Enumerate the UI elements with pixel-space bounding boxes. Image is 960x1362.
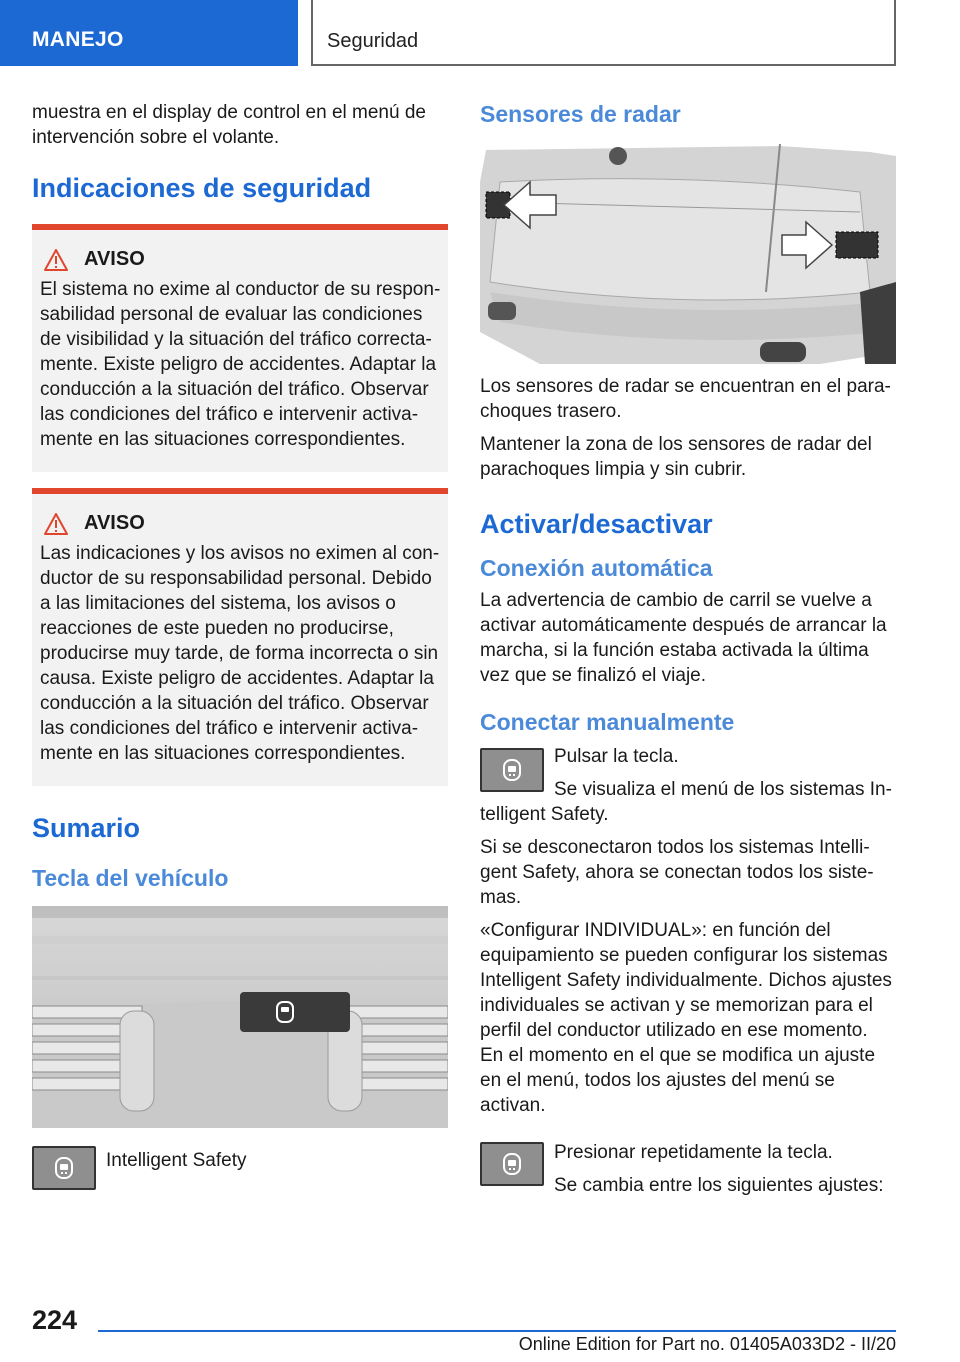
warning-label: AVISO (84, 512, 145, 534)
section-label: MANEJO (32, 28, 124, 51)
warning-triangle-icon (44, 513, 68, 535)
page-header (0, 0, 960, 66)
auto-heading: Conexión automática (480, 555, 713, 581)
page-footer (0, 1300, 960, 1362)
manual-heading: Conectar manualmente (480, 709, 735, 735)
radar-paragraph: Mantener la zona de los sensores de radar del parachoques limpia y sin cubrir. (480, 434, 872, 480)
page-number: 224 (32, 1305, 78, 1335)
summary-heading: Sumario (32, 813, 141, 843)
manual-step-block (480, 744, 896, 827)
footer-rule (98, 1330, 896, 1332)
safety-heading: Indicaciones de seguridad (32, 173, 372, 203)
intelligent-safety-button-icon (32, 1146, 96, 1190)
edition-text: Online Edition for Part no. 01405A033D2 - II/20 (518, 1334, 896, 1354)
right-column (480, 100, 896, 1206)
chapter-tab (311, 0, 896, 66)
repeat-step-block (480, 1140, 896, 1198)
auto-paragraph: La advertencia de cambio de carril se vuelve a activar automáticamente después de arrancar la marcha, si la función estaba activada la última vez que se finalizó el viaje. (480, 590, 887, 686)
intelligent-safety-button-icon (480, 748, 544, 792)
manual-step: Se visualiza el menú de los sistemas Intelligent Safety. (480, 779, 892, 825)
dashboard-button-photo (32, 906, 448, 1128)
manual-paragraph: «Configurar INDIVIDUAL»: en función del equipamiento se pueden configurar los sistemas Intelligent Safety individualmente. Dichos ajustes individuales se activan y se memorizan para el perfil del conductor utilizado en ese momento. En el momento en el que se modifica un ajuste en el menú, todos los ajustes del menú se activan. (480, 920, 892, 1116)
repeat-step: Se cambia entre los siguientes ajustes: (554, 1175, 884, 1196)
intelligent-safety-button-icon (480, 1142, 544, 1186)
chapter-label: Seguridad (327, 30, 419, 52)
radar-sensors-photo (480, 142, 896, 364)
vehicle-key-heading: Tecla del vehículo (32, 865, 229, 891)
warning-text: Las indicaciones y los avisos no eximen al conductor de su responsabilidad personal. Debido a las limitaciones del sistema, los avisos o reacciones de este pueden no producirse, producirse muy tarde, de forma incorrecta o sin causa. Existe peligro de accidentes. Adaptar la conducción a la situación del tráfico. Observar las condiciones del tráfico e intervenir activamente en las situaciones correspondientes. (40, 543, 440, 764)
radar-paragraph: Los sensores de radar se encuentran en el parachoques trasero. (480, 376, 891, 422)
warning-box (32, 224, 448, 472)
manual-paragraph: Si se desconectaron todos los sistemas Intelligent Safety, ahora se conectan todos los sistemas. (480, 837, 874, 908)
warning-triangle-icon (44, 249, 68, 271)
section-tab (0, 0, 298, 66)
warning-text: El sistema no exime al conductor de su responsabilidad personal de evaluar las condiciones de visibilidad y la situación del tráfico correctamente. Existe peligro de accidentes. Adaptar la conducción a la situación del tráfico. Observar las condiciones del tráfico e intervenir activamente en las situaciones correspondientes. (40, 279, 441, 450)
warning-label: AVISO (84, 248, 145, 270)
radar-heading: Sensores de radar (480, 101, 681, 127)
manual-step: Pulsar la tecla. (554, 746, 679, 767)
key-caption: Intelligent Safety (106, 1150, 247, 1171)
activate-heading: Activar/desactivar (480, 509, 713, 539)
key-legend (32, 1146, 448, 1190)
left-column (32, 100, 448, 1190)
intro-paragraph: muestra en el display de control en el menú de intervención sobre el volante. (32, 102, 426, 148)
warning-box (32, 488, 448, 786)
repeat-step: Presionar repetidamente la tecla. (554, 1142, 833, 1163)
